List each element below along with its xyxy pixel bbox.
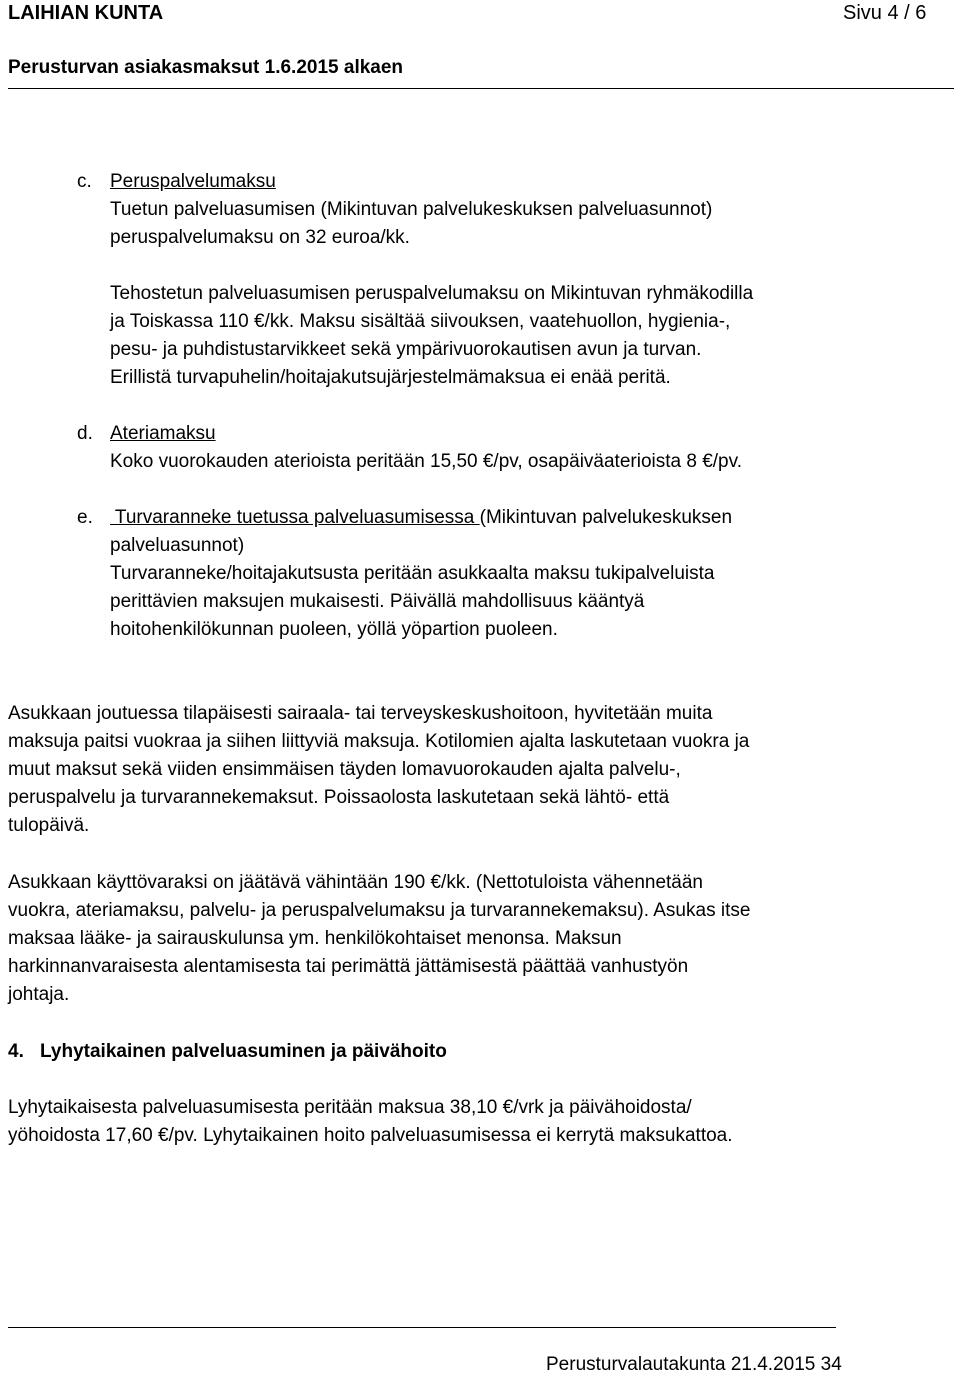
section-number: 4. [8,1041,24,1062]
paragraph-line: maksuja paitsi vuokraa ja siihen liittyviä maksuja. Kotilomien ajalta laskutetaan vuokra ja [8,731,750,752]
item-e-line: hoitohenkilökunnan puoleen, yöllä yöpartion puoleen. [110,619,558,640]
item-c-line: Erillistä turvapuhelin/hoitajakutsujärjestelmämaksua ei enää peritä. [110,367,671,388]
item-c-marker: c. [77,171,92,192]
paragraph-line: Asukkaan joutuessa tilapäisesti sairaala- tai terveyskeskushoitoon, hyvitetään muita [8,703,713,724]
paragraph-line: yöhoidosta 17,60 €/pv. Lyhytaikainen hoito palveluasumisessa ei kerrytä maksukattoa. [8,1125,733,1146]
paragraph-line: vuokra, ateriamaksu, palvelu- ja peruspalvelumaksu ja turvarannekemaksu). Asukas itse [8,900,751,921]
page-number: Sivu 4 / 6 [843,2,927,24]
item-d-line: Koko vuorokauden aterioista peritään 15,50 €/pv, osapäiväaterioista 8 €/pv. [110,451,742,472]
item-e-heading-row [110,504,732,532]
item-e-marker: e. [77,507,93,528]
item-e-heading: Turvaranneke tuetussa palveluasumisessa [110,507,480,528]
item-e-line: palveluasunnot) [110,535,245,556]
header-divider [8,88,954,89]
paragraph-line: johtaja. [8,984,70,1005]
item-d-marker: d. [77,423,93,444]
paragraph-line: maksaa lääke- ja sairauskulunsa ym. henkilökohtaiset menonsa. Maksun [8,928,622,949]
item-e-heading-rest: (Mikintuvan palvelukeskuksen [479,507,733,528]
paragraph-line: muut maksut sekä viiden ensimmäisen täyden lomavuorokauden ajalta palvelu-, [8,759,681,780]
item-c-line: Tuetun palveluasumisen (Mikintuvan palvelukeskuksen palveluasunnot) [110,199,713,220]
footer-divider [8,1327,836,1328]
paragraph-line: harkinnanvaraisesta alentamisesta tai perimättä jättämisestä päättää vanhustyön [8,956,689,977]
paragraph-line: peruspalvelu ja turvarannekemaksut. Poissaolosta laskutetaan sekä lähtö- että [8,787,670,808]
paragraph-line: tulopäivä. [8,815,90,836]
item-c-line: ja Toiskassa 110 €/kk. Maksu sisältää siivouksen, vaatehuollon, hygienia-, [110,311,731,332]
document-subtitle: Perusturvan asiakasmaksut 1.6.2015 alkaen [8,57,404,78]
item-d-heading: Ateriamaksu [110,423,216,444]
paragraph-line: Asukkaan käyttövaraksi on jäätävä vähintään 190 €/kk. (Nettotuloista vähennetään [8,872,703,893]
section-title: Lyhytaikainen palveluasuminen ja päivähoito [40,1041,447,1062]
paragraph-line: Lyhytaikaisesta palveluasumisesta peritään maksua 38,10 €/vrk ja päivähoidosta/ [8,1097,692,1118]
item-c-line: Tehostetun palveluasumisen peruspalvelumaksu on Mikintuvan ryhmäkodilla [110,283,754,304]
item-c-heading: Peruspalvelumaksu [110,171,276,192]
item-c-line: peruspalvelumaksu on 32 euroa/kk. [110,227,410,248]
item-c-line: pesu- ja puhdistustarvikkeet sekä ympärivuorokautisen avun ja turvan. [110,339,702,360]
item-e-line: perittävien maksujen mukaisesti. Päivällä mahdollisuus kääntyä [110,591,645,612]
item-e-line: Turvaranneke/hoitajakutsusta peritään asukkaalta maksu tukipalveluista [110,563,715,584]
organization-name: LAIHIAN KUNTA [8,2,164,24]
footer-text: Perusturvalautakunta 21.4.2015 34 [546,1354,842,1375]
